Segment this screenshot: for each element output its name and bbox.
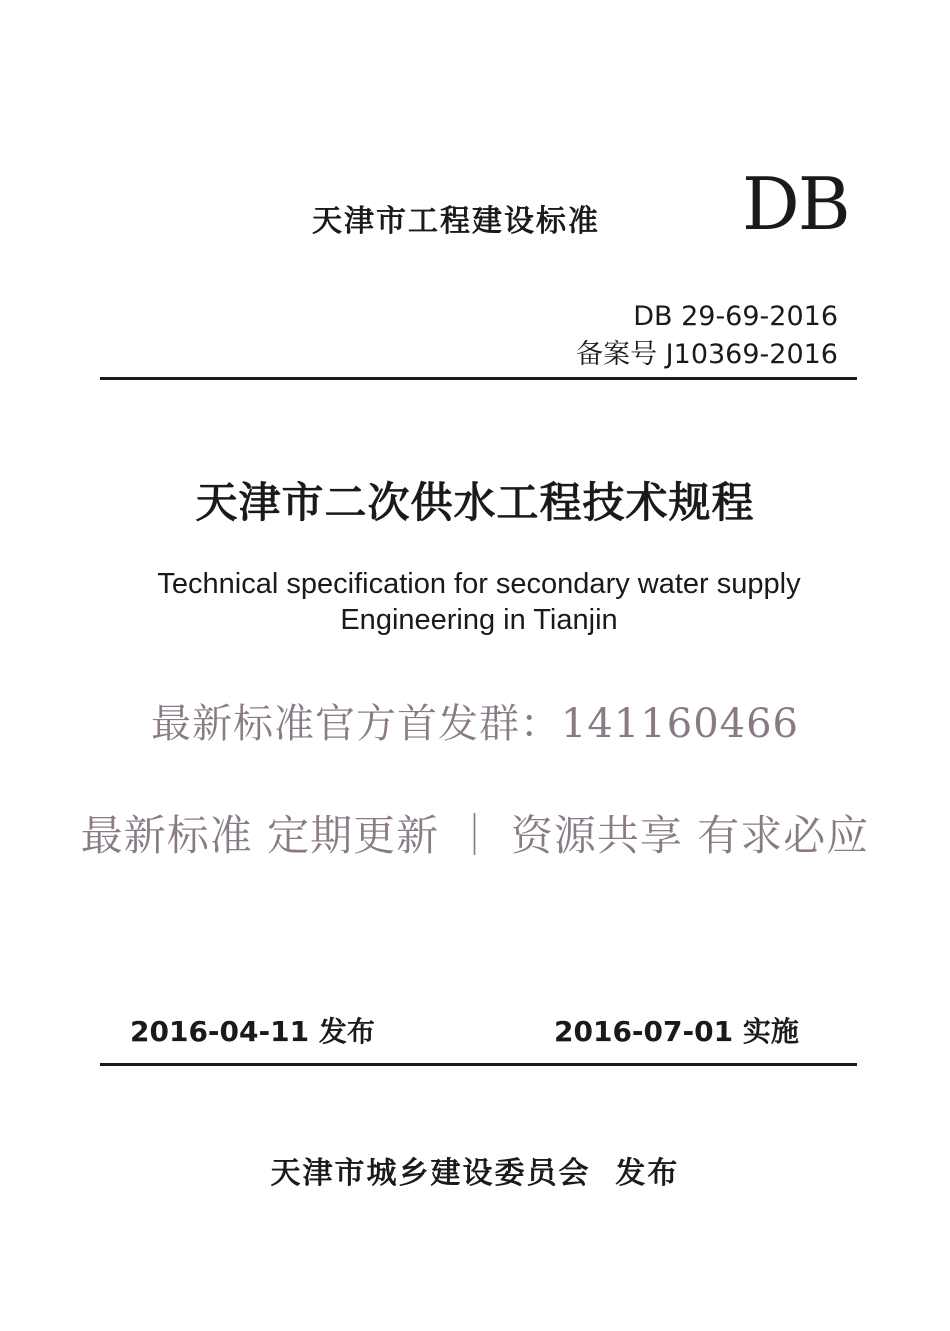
title-english-line-2: Engineering in Tianjin: [340, 604, 618, 636]
watermark-line-1: 最新标准官方首发群：141160466: [150, 701, 800, 747]
title-chinese: 天津市二次供水工程技术规程: [195, 478, 755, 527]
title-english-line-1: Technical specification for secondary water supply: [157, 568, 801, 600]
standard-code-block: [576, 298, 838, 374]
publisher: 天津市城乡建设委员会 发布: [270, 1156, 680, 1191]
watermark-line-2: 最新标准 定期更新 ｜ 资源共享 有求必应: [80, 811, 870, 860]
standard-number: DB 29-69-2016: [633, 301, 838, 332]
title-english: [0, 566, 950, 638]
bottom-rule: [100, 1063, 857, 1066]
standard-series-label: 天津市工程建设标准: [312, 204, 600, 239]
top-rule: [100, 377, 857, 380]
record-number: 备案号 J10369-2016: [576, 339, 838, 370]
implementation-date: 2016-07-01 实施: [554, 1015, 799, 1048]
db-mark: DB: [742, 162, 849, 246]
issue-date: 2016-04-11 发布: [130, 1015, 375, 1048]
